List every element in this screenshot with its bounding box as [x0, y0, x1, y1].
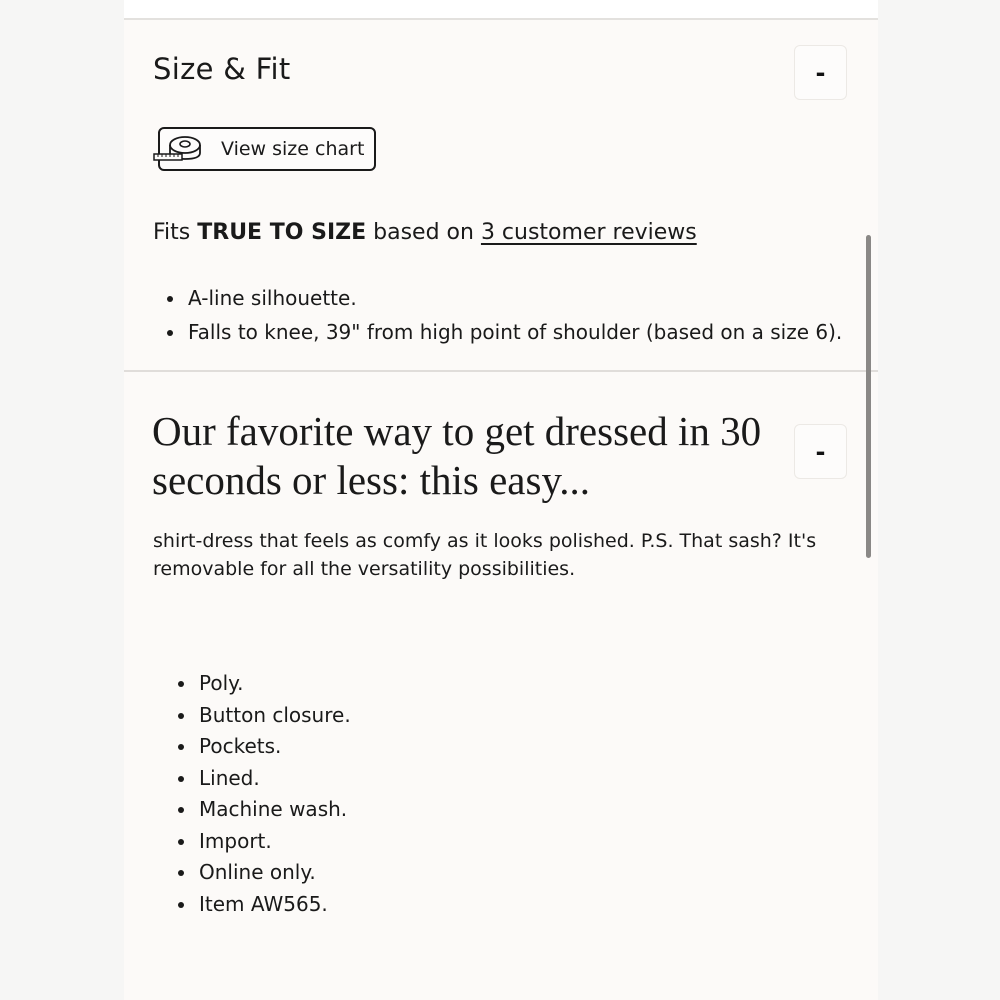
list-item: Machine wash.	[164, 796, 351, 828]
right-backdrop	[878, 0, 1000, 1000]
fit-summary	[153, 220, 697, 245]
list-item: Pockets.	[164, 733, 351, 765]
measuring-tape-icon	[152, 135, 206, 165]
size-fit-collapse-button[interactable]	[794, 45, 847, 100]
view-size-chart-label: View size chart	[221, 138, 365, 160]
section-divider	[124, 370, 878, 372]
list-item: A-line silhouette.	[153, 285, 842, 319]
details-collapse-button[interactable]	[794, 424, 847, 479]
minus-icon: -	[815, 437, 826, 466]
minus-icon: -	[815, 58, 826, 87]
list-item: Lined.	[164, 765, 351, 797]
product-details-panel	[124, 0, 878, 1000]
customer-reviews-link[interactable]: 3 customer reviews	[480, 220, 697, 245]
details-description: shirt-dress that feels as comfy as it looks polished. P.S. That sash? It's removable for all the versatility possibilities.	[153, 530, 817, 580]
list-item: Poly.	[164, 670, 351, 702]
list-item: Button closure.	[164, 702, 351, 734]
fit-value: TRUE TO SIZE	[197, 220, 367, 245]
view-size-chart-button[interactable]	[158, 127, 376, 171]
scrollbar-thumb[interactable]	[866, 235, 871, 558]
fit-bullet-list	[153, 285, 842, 353]
left-backdrop	[0, 0, 124, 1000]
list-item: Import.	[164, 828, 351, 860]
top-section-edge	[124, 0, 878, 20]
details-bullet-list	[164, 670, 351, 922]
details-headline: Our favorite way to get dressed in 30 seconds or less: this easy...	[152, 408, 762, 503]
fit-prefix: Fits	[153, 220, 198, 245]
fit-middle: based on	[366, 220, 481, 245]
list-item: Item AW565.	[164, 891, 351, 923]
list-item: Online only.	[164, 859, 351, 891]
list-item: Falls to knee, 39" from high point of shoulder (based on a size 6).	[153, 319, 842, 353]
size-fit-heading: Size & Fit	[153, 52, 291, 86]
